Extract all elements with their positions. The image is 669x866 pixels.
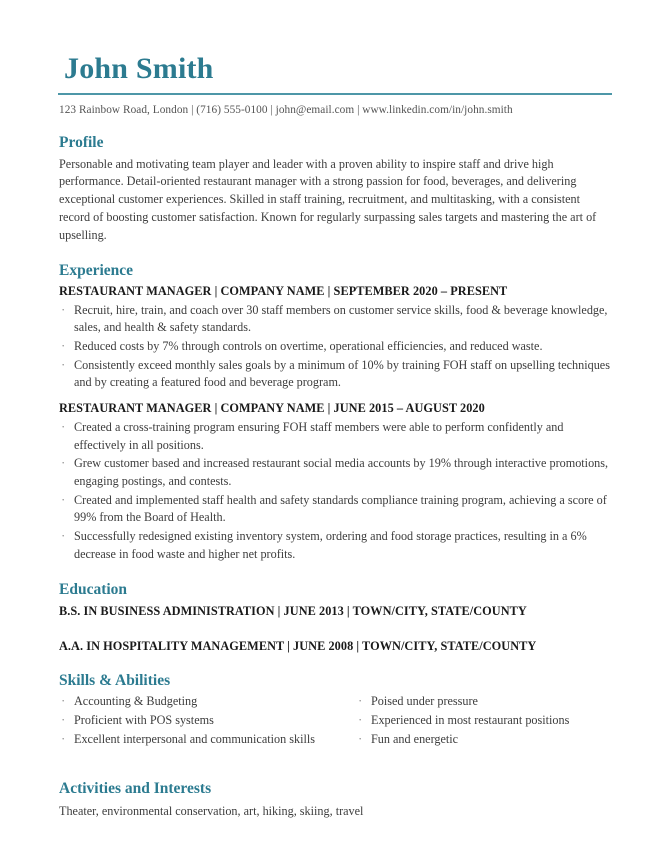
experience-entry bbox=[58, 284, 612, 392]
skill-item: · Experienced in most restaurant positions bbox=[355, 712, 605, 730]
skills-columns bbox=[58, 693, 612, 749]
job-bullet-list bbox=[58, 302, 612, 392]
job-bullet: · Created and implemented staff health and safety standards compliance training program, achieving a score of 99% from the Board of Health. bbox=[58, 492, 612, 527]
header-divider bbox=[58, 93, 612, 95]
skill-item: · Proficient with POS systems bbox=[58, 712, 355, 730]
job-heading: RESTAURANT MANAGER | COMPANY NAME | SEPTEMBER 2020 – PRESENT bbox=[59, 283, 508, 298]
section-title-experience: Experience bbox=[59, 262, 134, 280]
activities-text: Theater, environmental conservation, art, hiking, skiing, travel bbox=[59, 803, 364, 818]
skills-list-right bbox=[355, 693, 605, 748]
experience-entry bbox=[58, 401, 612, 563]
skill-item: · Excellent interpersonal and communication skills bbox=[58, 731, 355, 749]
section-education bbox=[58, 580, 612, 655]
section-title-activities: Activities and Interests bbox=[59, 780, 212, 798]
candidate-name: John Smith bbox=[64, 52, 214, 85]
job-bullet: · Grew customer based and increased restaurant social media accounts by 19% through interactive promotions, engaging postings, and contests. bbox=[58, 455, 612, 490]
job-bullet: · Created a cross-training program ensuring FOH staff members were able to perform confidently and effectively in all positions. bbox=[58, 419, 612, 454]
job-bullet: · Successfully redesigned existing inventory system, ordering and food storage practices, resulting in a 6% decrease in food waste and higher net profits. bbox=[58, 528, 612, 563]
job-bullet-list bbox=[58, 419, 612, 564]
section-title-education: Education bbox=[59, 580, 128, 598]
section-experience bbox=[58, 261, 612, 563]
job-bullet: · Recruit, hire, train, and coach over 30 staff members on customer service skills, food & beverage knowledge, sales, and health & safety standards. bbox=[58, 302, 612, 337]
job-bullet: · Reduced costs by 7% through controls on overtime, operational efficiencies, and reduced waste. bbox=[58, 338, 612, 356]
section-title-skills: Skills & Abilities bbox=[59, 671, 171, 689]
education-entry: B.S. IN BUSINESS ADMINISTRATION | JUNE 2013 | TOWN/CITY, STATE/COUNTY bbox=[59, 603, 527, 618]
section-title-profile: Profile bbox=[59, 134, 104, 152]
section-skills bbox=[58, 671, 612, 749]
section-activities bbox=[58, 779, 612, 820]
skill-item: · Fun and energetic bbox=[355, 731, 605, 749]
skills-column-left bbox=[58, 693, 355, 749]
job-heading: RESTAURANT MANAGER | COMPANY NAME | JUNE 2015 – AUGUST 2020 bbox=[59, 401, 485, 416]
skills-list-left bbox=[58, 693, 355, 748]
skills-column-right bbox=[355, 693, 605, 749]
profile-summary-text: Personable and motivating team player and leader with a proven ability to inspire staff and drive high performance. Detail-oriented restaurant manager with a strong passion for food, beverages, and delivering exceptional customer experiences. Skilled in staff training, recruitment, and multitasking, with a consistent record of boosting customer satisfaction. Known for regularly surpassing sales targets and mastering the art of upselling. bbox=[59, 156, 597, 243]
education-list bbox=[58, 604, 612, 655]
education-entry: A.A. IN HOSPITALITY MANAGEMENT | JUNE 2008 | TOWN/CITY, STATE/COUNTY bbox=[59, 638, 537, 653]
contact-line: 123 Rainbow Road, London | (716) 555-0100 | john@email.com | www.linkedin.com/in/john.smith bbox=[59, 103, 513, 116]
skill-item: · Poised under pressure bbox=[355, 693, 605, 711]
section-profile bbox=[58, 133, 612, 245]
job-bullet: · Consistently exceed monthly sales goals by a minimum of 10% by training FOH staff on upselling techniques and by creating a featured food and beverage program. bbox=[58, 357, 612, 392]
skill-item: · Accounting & Budgeting bbox=[58, 693, 355, 711]
